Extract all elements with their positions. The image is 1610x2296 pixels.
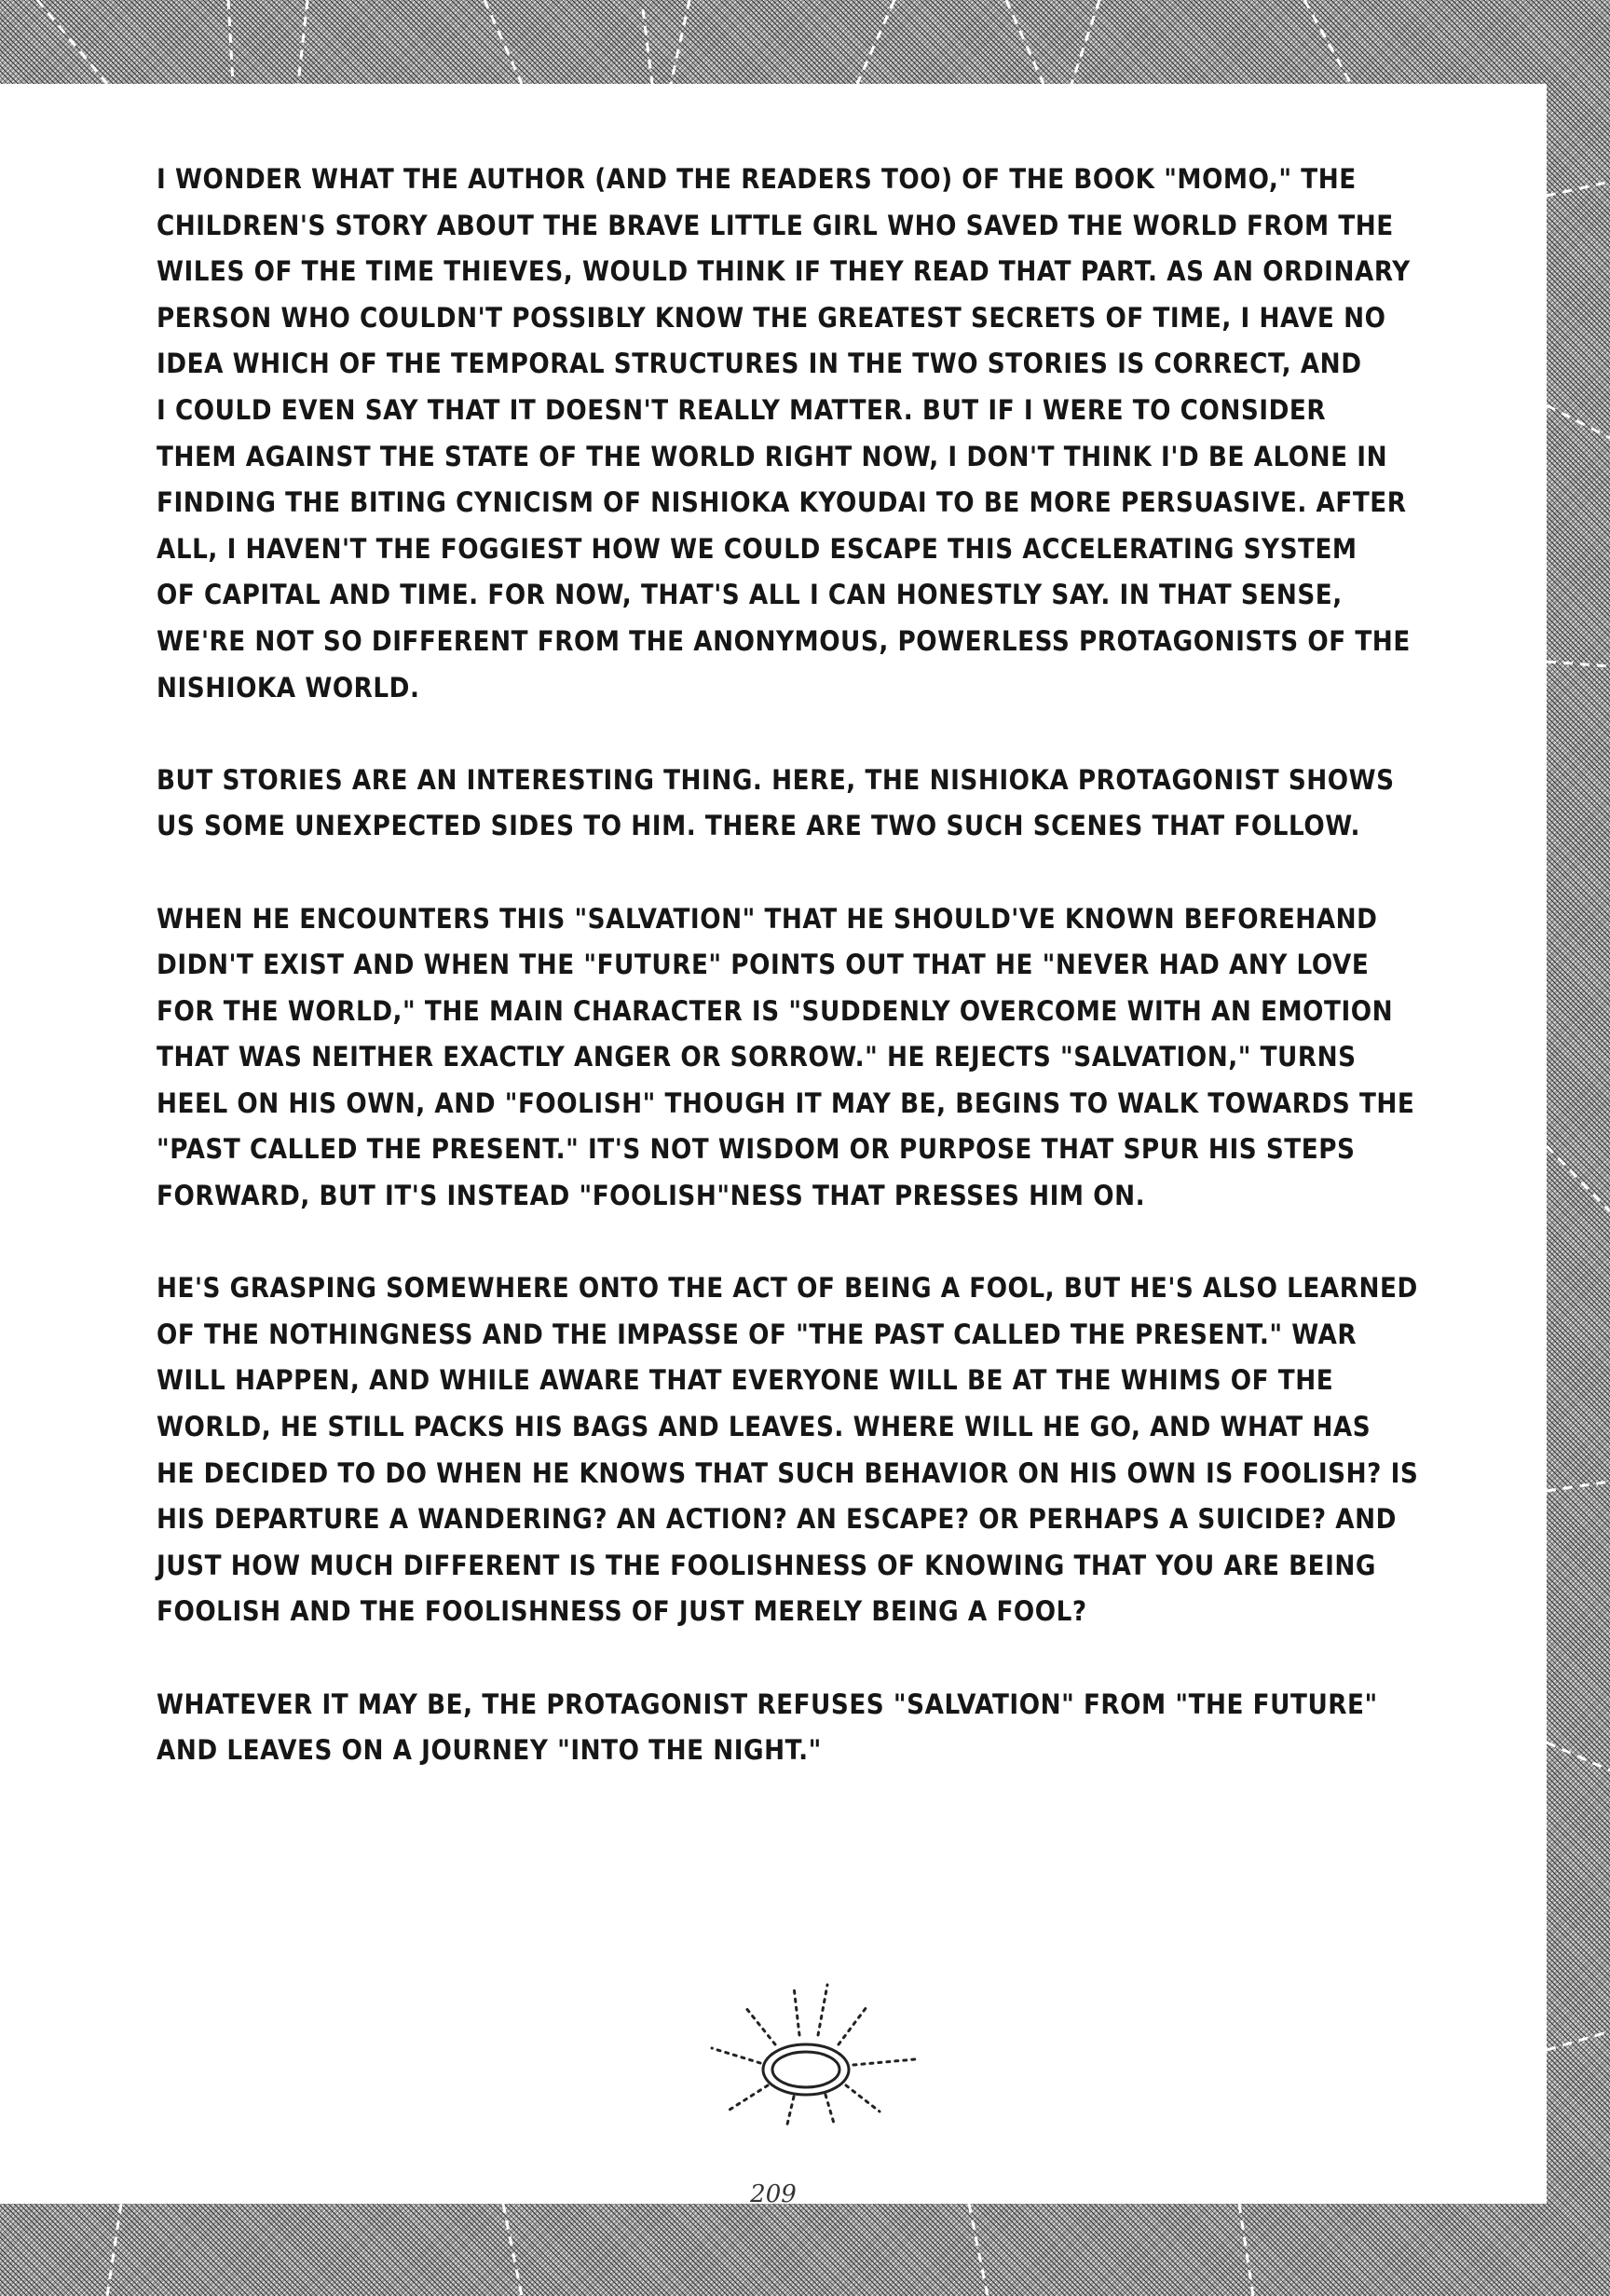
sun-doodle-icon <box>708 1981 922 2130</box>
essay-text <box>157 157 1498 1820</box>
paragraph-2 <box>157 758 1498 850</box>
text-line: DIDN'T EXIST AND WHEN THE "FUTURE" POINTS OUT THAT HE "NEVER HAD ANY LOVE <box>157 949 1370 981</box>
text-line: OF THE NOTHINGNESS AND THE IMPASSE OF "THE PAST CALLED THE PRESENT." WAR <box>157 1318 1358 1350</box>
text-line: IDEA WHICH OF THE TEMPORAL STRUCTURES IN THE TWO STORIES IS CORRECT, AND <box>157 348 1362 380</box>
text-line: FORWARD, BUT IT'S INSTEAD "FOOLISH"NESS THAT PRESSES HIM ON. <box>157 1180 1146 1212</box>
text-line: BUT STORIES ARE AN INTERESTING THING. HERE, THE NISHIOKA PROTAGONIST SHOWS <box>157 763 1395 796</box>
text-line: NISHIOKA WORLD. <box>157 671 420 704</box>
text-line: FOOLISH AND THE FOOLISHNESS OF JUST MERELY BEING A FOOL? <box>157 1595 1087 1628</box>
page-number: 209 <box>750 2180 797 2208</box>
text-line: US SOME UNEXPECTED SIDES TO HIM. THERE ARE TWO SUCH SCENES THAT FOLLOW. <box>157 810 1361 842</box>
text-line: WILES OF THE TIME THIEVES, WOULD THINK IF THEY READ THAT PART. AS AN ORDINARY <box>157 255 1411 288</box>
text-line: WORLD, HE STILL PACKS HIS BAGS AND LEAVES. WHERE WILL HE GO, AND WHAT HAS <box>157 1411 1371 1443</box>
text-line: I COULD EVEN SAY THAT IT DOESN'T REALLY MATTER. BUT IF I WERE TO CONSIDER <box>157 393 1327 426</box>
paragraph-1 <box>157 157 1498 711</box>
text-line: JUST HOW MUCH DIFFERENT IS THE FOOLISHNESS OF KNOWING THAT YOU ARE BEING <box>157 1549 1377 1581</box>
text-line: FOR THE WORLD," THE MAIN CHARACTER IS "SUDDENLY OVERCOME WITH AN EMOTION <box>157 994 1394 1027</box>
text-line: "PAST CALLED THE PRESENT." IT'S NOT WISDOM OR PURPOSE THAT SPUR HIS STEPS <box>157 1133 1356 1166</box>
text-line: FINDING THE BITING CYNICISM OF NISHIOKA KYOUDAI TO BE MORE PERSUASIVE. AFTER <box>157 486 1407 519</box>
text-line: HE'S GRASPING SOMEWHERE ONTO THE ACT OF BEING A FOOL, BUT HE'S ALSO LEARNED <box>157 1272 1418 1305</box>
text-line: WE'RE NOT SO DIFFERENT FROM THE ANONYMOUS, POWERLESS PROTAGONISTS OF THE <box>157 624 1411 657</box>
text-line: WHATEVER IT MAY BE, THE PROTAGONIST REFUSES "SALVATION" FROM "THE FUTURE" <box>157 1688 1378 1720</box>
text-line: HEEL ON HIS OWN, AND "FOOLISH" THOUGH IT MAY BE, BEGINS TO WALK TOWARDS THE <box>157 1086 1415 1119</box>
text-line: WILL HAPPEN, AND WHILE AWARE THAT EVERYONE WILL BE AT THE WHIMS OF THE <box>157 1364 1334 1397</box>
text-line: THEM AGAINST THE STATE OF THE WORLD RIGHT NOW, I DON'T THINK I'D BE ALONE IN <box>157 440 1388 472</box>
paragraph-4 <box>157 1265 1498 1635</box>
text-line: CHILDREN'S STORY ABOUT THE BRAVE LITTLE GIRL WHO SAVED THE WORLD FROM THE <box>157 209 1394 241</box>
text-line: PERSON WHO COULDN'T POSSIBLY KNOW THE GREATEST SECRETS OF TIME, I HAVE NO <box>157 301 1386 334</box>
paragraph-3 <box>157 896 1498 1220</box>
text-line: OF CAPITAL AND TIME. FOR NOW, THAT'S ALL I CAN HONESTLY SAY. IN THAT SENSE, <box>157 579 1343 611</box>
text-line: HE DECIDED TO DO WHEN HE KNOWS THAT SUCH BEHAVIOR ON HIS OWN IS FOOLISH? IS <box>157 1456 1419 1489</box>
text-line: AND LEAVES ON A JOURNEY "INTO THE NIGHT." <box>157 1734 822 1767</box>
page-panel <box>0 84 1547 2208</box>
text-line: ALL, I HAVEN'T THE FOGGIEST HOW WE COULD ESCAPE THIS ACCELERATING SYSTEM <box>157 532 1358 565</box>
text-line: I WONDER WHAT THE AUTHOR (AND THE READERS TOO) OF THE BOOK "MOMO," THE <box>157 163 1357 195</box>
text-line: HIS DEPARTURE A WANDERING? AN ACTION? AN ESCAPE? OR PERHAPS A SUICIDE? AND <box>157 1503 1398 1536</box>
paragraph-5 <box>157 1682 1498 1774</box>
text-line: THAT WAS NEITHER EXACTLY ANGER OR SORROW." HE REJECTS "SALVATION," TURNS <box>157 1041 1357 1073</box>
text-line: WHEN HE ENCOUNTERS THIS "SALVATION" THAT HE SHOULD'VE KNOWN BEFOREHAND <box>157 902 1378 935</box>
